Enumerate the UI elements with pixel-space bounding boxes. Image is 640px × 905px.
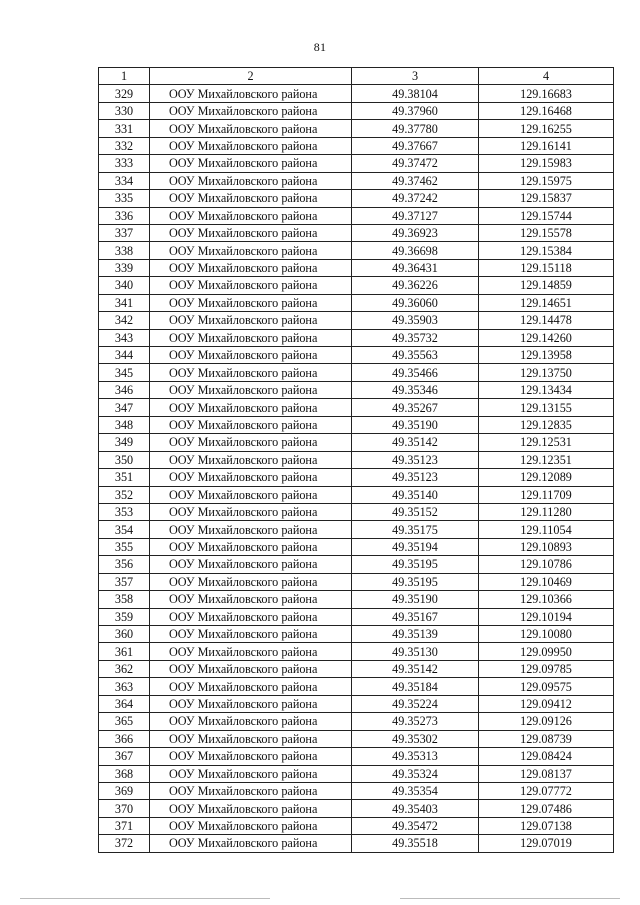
latitude-cell: 49.35732 [352,329,479,346]
page-number: 81 [313,40,327,54]
table-row [99,643,614,660]
row-number-cell: 366 [99,730,150,747]
row-number-cell: 358 [99,591,150,608]
organization-cell: ООУ Михайловского района [150,678,352,695]
row-number-cell: 335 [99,190,150,207]
table-row [99,190,614,207]
organization-cell: ООУ Михайловского района [150,538,352,555]
table-row [99,591,614,608]
latitude-cell: 49.36923 [352,224,479,241]
organization-cell: ООУ Михайловского района [150,765,352,782]
longitude-cell: 129.14651 [479,294,614,311]
longitude-cell: 129.08137 [479,765,614,782]
table-row [99,137,614,154]
longitude-cell: 129.13958 [479,347,614,364]
row-number-cell: 350 [99,451,150,468]
organization-cell: ООУ Михайловского района [150,451,352,468]
organization-cell: ООУ Михайловского района [150,817,352,834]
table-row [99,817,614,834]
table-row [99,626,614,643]
latitude-cell: 49.35123 [352,469,479,486]
organization-cell: ООУ Михайловского района [150,713,352,730]
longitude-cell: 129.11054 [479,521,614,538]
table-row [99,85,614,102]
table-row [99,259,614,276]
organization-cell: ООУ Михайловского района [150,85,352,102]
latitude-cell: 49.35346 [352,381,479,398]
table-row [99,765,614,782]
longitude-cell: 129.13434 [479,381,614,398]
row-number-cell: 331 [99,120,150,137]
latitude-cell: 49.37462 [352,172,479,189]
organization-cell: ООУ Михайловского района [150,102,352,119]
longitude-cell: 129.10469 [479,573,614,590]
longitude-cell: 129.16683 [479,85,614,102]
row-number-cell: 372 [99,835,150,852]
table-row [99,434,614,451]
row-number-cell: 363 [99,678,150,695]
table-row [99,294,614,311]
longitude-cell: 129.15744 [479,207,614,224]
latitude-cell: 49.35167 [352,608,479,625]
organization-cell: ООУ Михайловского района [150,730,352,747]
table-row [99,678,614,695]
row-number-cell: 354 [99,521,150,538]
latitude-cell: 49.35563 [352,347,479,364]
longitude-cell: 129.10194 [479,608,614,625]
longitude-cell: 129.07138 [479,817,614,834]
row-number-cell: 359 [99,608,150,625]
row-number-cell: 352 [99,486,150,503]
longitude-cell: 129.07772 [479,782,614,799]
table-row [99,172,614,189]
latitude-cell: 49.35140 [352,486,479,503]
table-row [99,347,614,364]
organization-cell: ООУ Михайловского района [150,329,352,346]
longitude-cell: 129.15837 [479,190,614,207]
latitude-cell: 49.37780 [352,120,479,137]
table-body [99,68,614,853]
scan-edge-line [20,898,270,899]
latitude-cell: 49.35224 [352,695,479,712]
row-number-cell: 345 [99,364,150,381]
latitude-cell: 49.36226 [352,277,479,294]
column-header-2: 2 [150,68,352,85]
row-number-cell: 342 [99,312,150,329]
longitude-cell: 129.12351 [479,451,614,468]
organization-cell: ООУ Михайловского района [150,573,352,590]
longitude-cell: 129.12531 [479,434,614,451]
longitude-cell: 129.11280 [479,503,614,520]
organization-cell: ООУ Михайловского района [150,800,352,817]
organization-cell: ООУ Михайловского района [150,259,352,276]
organization-cell: ООУ Михайловского района [150,660,352,677]
table-row [99,224,614,241]
organization-cell: ООУ Михайловского района [150,695,352,712]
organization-cell: ООУ Михайловского района [150,224,352,241]
row-number-cell: 355 [99,538,150,555]
row-number-cell: 360 [99,626,150,643]
row-number-cell: 344 [99,347,150,364]
longitude-cell: 129.14859 [479,277,614,294]
row-number-cell: 337 [99,224,150,241]
longitude-cell: 129.16468 [479,102,614,119]
table-row [99,329,614,346]
latitude-cell: 49.35403 [352,800,479,817]
table-header-row [99,68,614,85]
latitude-cell: 49.35273 [352,713,479,730]
organization-cell: ООУ Михайловского района [150,643,352,660]
longitude-cell: 129.10786 [479,556,614,573]
longitude-cell: 129.16141 [479,137,614,154]
latitude-cell: 49.37242 [352,190,479,207]
latitude-cell: 49.35142 [352,660,479,677]
table-row [99,556,614,573]
table-row [99,800,614,817]
row-number-cell: 330 [99,102,150,119]
latitude-cell: 49.35903 [352,312,479,329]
organization-cell: ООУ Михайловского района [150,486,352,503]
latitude-cell: 49.35190 [352,416,479,433]
coordinates-table [98,67,614,853]
row-number-cell: 341 [99,294,150,311]
organization-cell: ООУ Михайловского района [150,137,352,154]
latitude-cell: 49.37960 [352,102,479,119]
row-number-cell: 353 [99,503,150,520]
row-number-cell: 338 [99,242,150,259]
longitude-cell: 129.09785 [479,660,614,677]
longitude-cell: 129.10893 [479,538,614,555]
latitude-cell: 49.38104 [352,85,479,102]
longitude-cell: 129.14260 [479,329,614,346]
organization-cell: ООУ Михайловского района [150,312,352,329]
column-header-4: 4 [479,68,614,85]
row-number-cell: 348 [99,416,150,433]
latitude-cell: 49.37472 [352,155,479,172]
longitude-cell: 129.15975 [479,172,614,189]
latitude-cell: 49.35184 [352,678,479,695]
table-row [99,312,614,329]
longitude-cell: 129.10080 [479,626,614,643]
latitude-cell: 49.36431 [352,259,479,276]
table-row [99,120,614,137]
row-number-cell: 329 [99,85,150,102]
table-row [99,242,614,259]
table-row [99,608,614,625]
row-number-cell: 349 [99,434,150,451]
organization-cell: ООУ Михайловского района [150,294,352,311]
longitude-cell: 129.15983 [479,155,614,172]
row-number-cell: 336 [99,207,150,224]
row-number-cell: 367 [99,748,150,765]
latitude-cell: 49.35130 [352,643,479,660]
longitude-cell: 129.10366 [479,591,614,608]
organization-cell: ООУ Михайловского района [150,626,352,643]
row-number-cell: 361 [99,643,150,660]
column-header-3: 3 [352,68,479,85]
column-header-1: 1 [99,68,150,85]
table-row [99,155,614,172]
row-number-cell: 339 [99,259,150,276]
row-number-cell: 334 [99,172,150,189]
table-row [99,713,614,730]
latitude-cell: 49.35267 [352,399,479,416]
latitude-cell: 49.35466 [352,364,479,381]
longitude-cell: 129.15578 [479,224,614,241]
longitude-cell: 129.15118 [479,259,614,276]
latitude-cell: 49.35354 [352,782,479,799]
row-number-cell: 340 [99,277,150,294]
table-row [99,469,614,486]
organization-cell: ООУ Михайловского района [150,556,352,573]
table-row [99,503,614,520]
latitude-cell: 49.35302 [352,730,479,747]
latitude-cell: 49.35194 [352,538,479,555]
table-row [99,102,614,119]
organization-cell: ООУ Михайловского района [150,242,352,259]
organization-cell: ООУ Михайловского района [150,347,352,364]
row-number-cell: 368 [99,765,150,782]
organization-cell: ООУ Михайловского района [150,748,352,765]
row-number-cell: 346 [99,381,150,398]
organization-cell: ООУ Михайловского района [150,608,352,625]
row-number-cell: 369 [99,782,150,799]
latitude-cell: 49.35472 [352,817,479,834]
longitude-cell: 129.11709 [479,486,614,503]
table-row [99,730,614,747]
row-number-cell: 357 [99,573,150,590]
organization-cell: ООУ Михайловского района [150,155,352,172]
organization-cell: ООУ Михайловского района [150,469,352,486]
table-row [99,660,614,677]
longitude-cell: 129.09950 [479,643,614,660]
row-number-cell: 364 [99,695,150,712]
latitude-cell: 49.35139 [352,626,479,643]
latitude-cell: 49.37127 [352,207,479,224]
organization-cell: ООУ Михайловского района [150,399,352,416]
latitude-cell: 49.35324 [352,765,479,782]
organization-cell: ООУ Михайловского района [150,521,352,538]
row-number-cell: 332 [99,137,150,154]
table-row [99,277,614,294]
row-number-cell: 362 [99,660,150,677]
table-row [99,521,614,538]
table-row [99,416,614,433]
table-row [99,207,614,224]
latitude-cell: 49.35175 [352,521,479,538]
organization-cell: ООУ Михайловского района [150,381,352,398]
table-row [99,695,614,712]
table-row [99,748,614,765]
longitude-cell: 129.08424 [479,748,614,765]
longitude-cell: 129.09412 [479,695,614,712]
organization-cell: ООУ Михайловского района [150,172,352,189]
table-row [99,835,614,852]
table-row [99,451,614,468]
longitude-cell: 129.07019 [479,835,614,852]
latitude-cell: 49.36698 [352,242,479,259]
row-number-cell: 370 [99,800,150,817]
longitude-cell: 129.07486 [479,800,614,817]
row-number-cell: 351 [99,469,150,486]
longitude-cell: 129.13155 [479,399,614,416]
longitude-cell: 129.08739 [479,730,614,747]
table-row [99,782,614,799]
longitude-cell: 129.09126 [479,713,614,730]
table-row [99,573,614,590]
scan-edge-line [400,898,620,899]
longitude-cell: 129.16255 [479,120,614,137]
organization-cell: ООУ Михайловского района [150,277,352,294]
longitude-cell: 129.13750 [479,364,614,381]
longitude-cell: 129.12835 [479,416,614,433]
organization-cell: ООУ Михайловского района [150,120,352,137]
organization-cell: ООУ Михайловского района [150,416,352,433]
organization-cell: ООУ Михайловского района [150,364,352,381]
latitude-cell: 49.35195 [352,573,479,590]
latitude-cell: 49.35123 [352,451,479,468]
latitude-cell: 49.35313 [352,748,479,765]
row-number-cell: 371 [99,817,150,834]
row-number-cell: 365 [99,713,150,730]
organization-cell: ООУ Михайловского района [150,835,352,852]
organization-cell: ООУ Михайловского района [150,434,352,451]
row-number-cell: 333 [99,155,150,172]
latitude-cell: 49.35190 [352,591,479,608]
organization-cell: ООУ Михайловского района [150,591,352,608]
longitude-cell: 129.14478 [479,312,614,329]
latitude-cell: 49.36060 [352,294,479,311]
table-row [99,364,614,381]
longitude-cell: 129.15384 [479,242,614,259]
latitude-cell: 49.35195 [352,556,479,573]
latitude-cell: 49.35518 [352,835,479,852]
row-number-cell: 347 [99,399,150,416]
longitude-cell: 129.12089 [479,469,614,486]
row-number-cell: 343 [99,329,150,346]
row-number-cell: 356 [99,556,150,573]
table-row [99,486,614,503]
table-row [99,399,614,416]
longitude-cell: 129.09575 [479,678,614,695]
table-row [99,381,614,398]
organization-cell: ООУ Михайловского района [150,782,352,799]
latitude-cell: 49.35142 [352,434,479,451]
organization-cell: ООУ Михайловского района [150,207,352,224]
latitude-cell: 49.37667 [352,137,479,154]
organization-cell: ООУ Михайловского района [150,503,352,520]
latitude-cell: 49.35152 [352,503,479,520]
organization-cell: ООУ Михайловского района [150,190,352,207]
table-row [99,538,614,555]
